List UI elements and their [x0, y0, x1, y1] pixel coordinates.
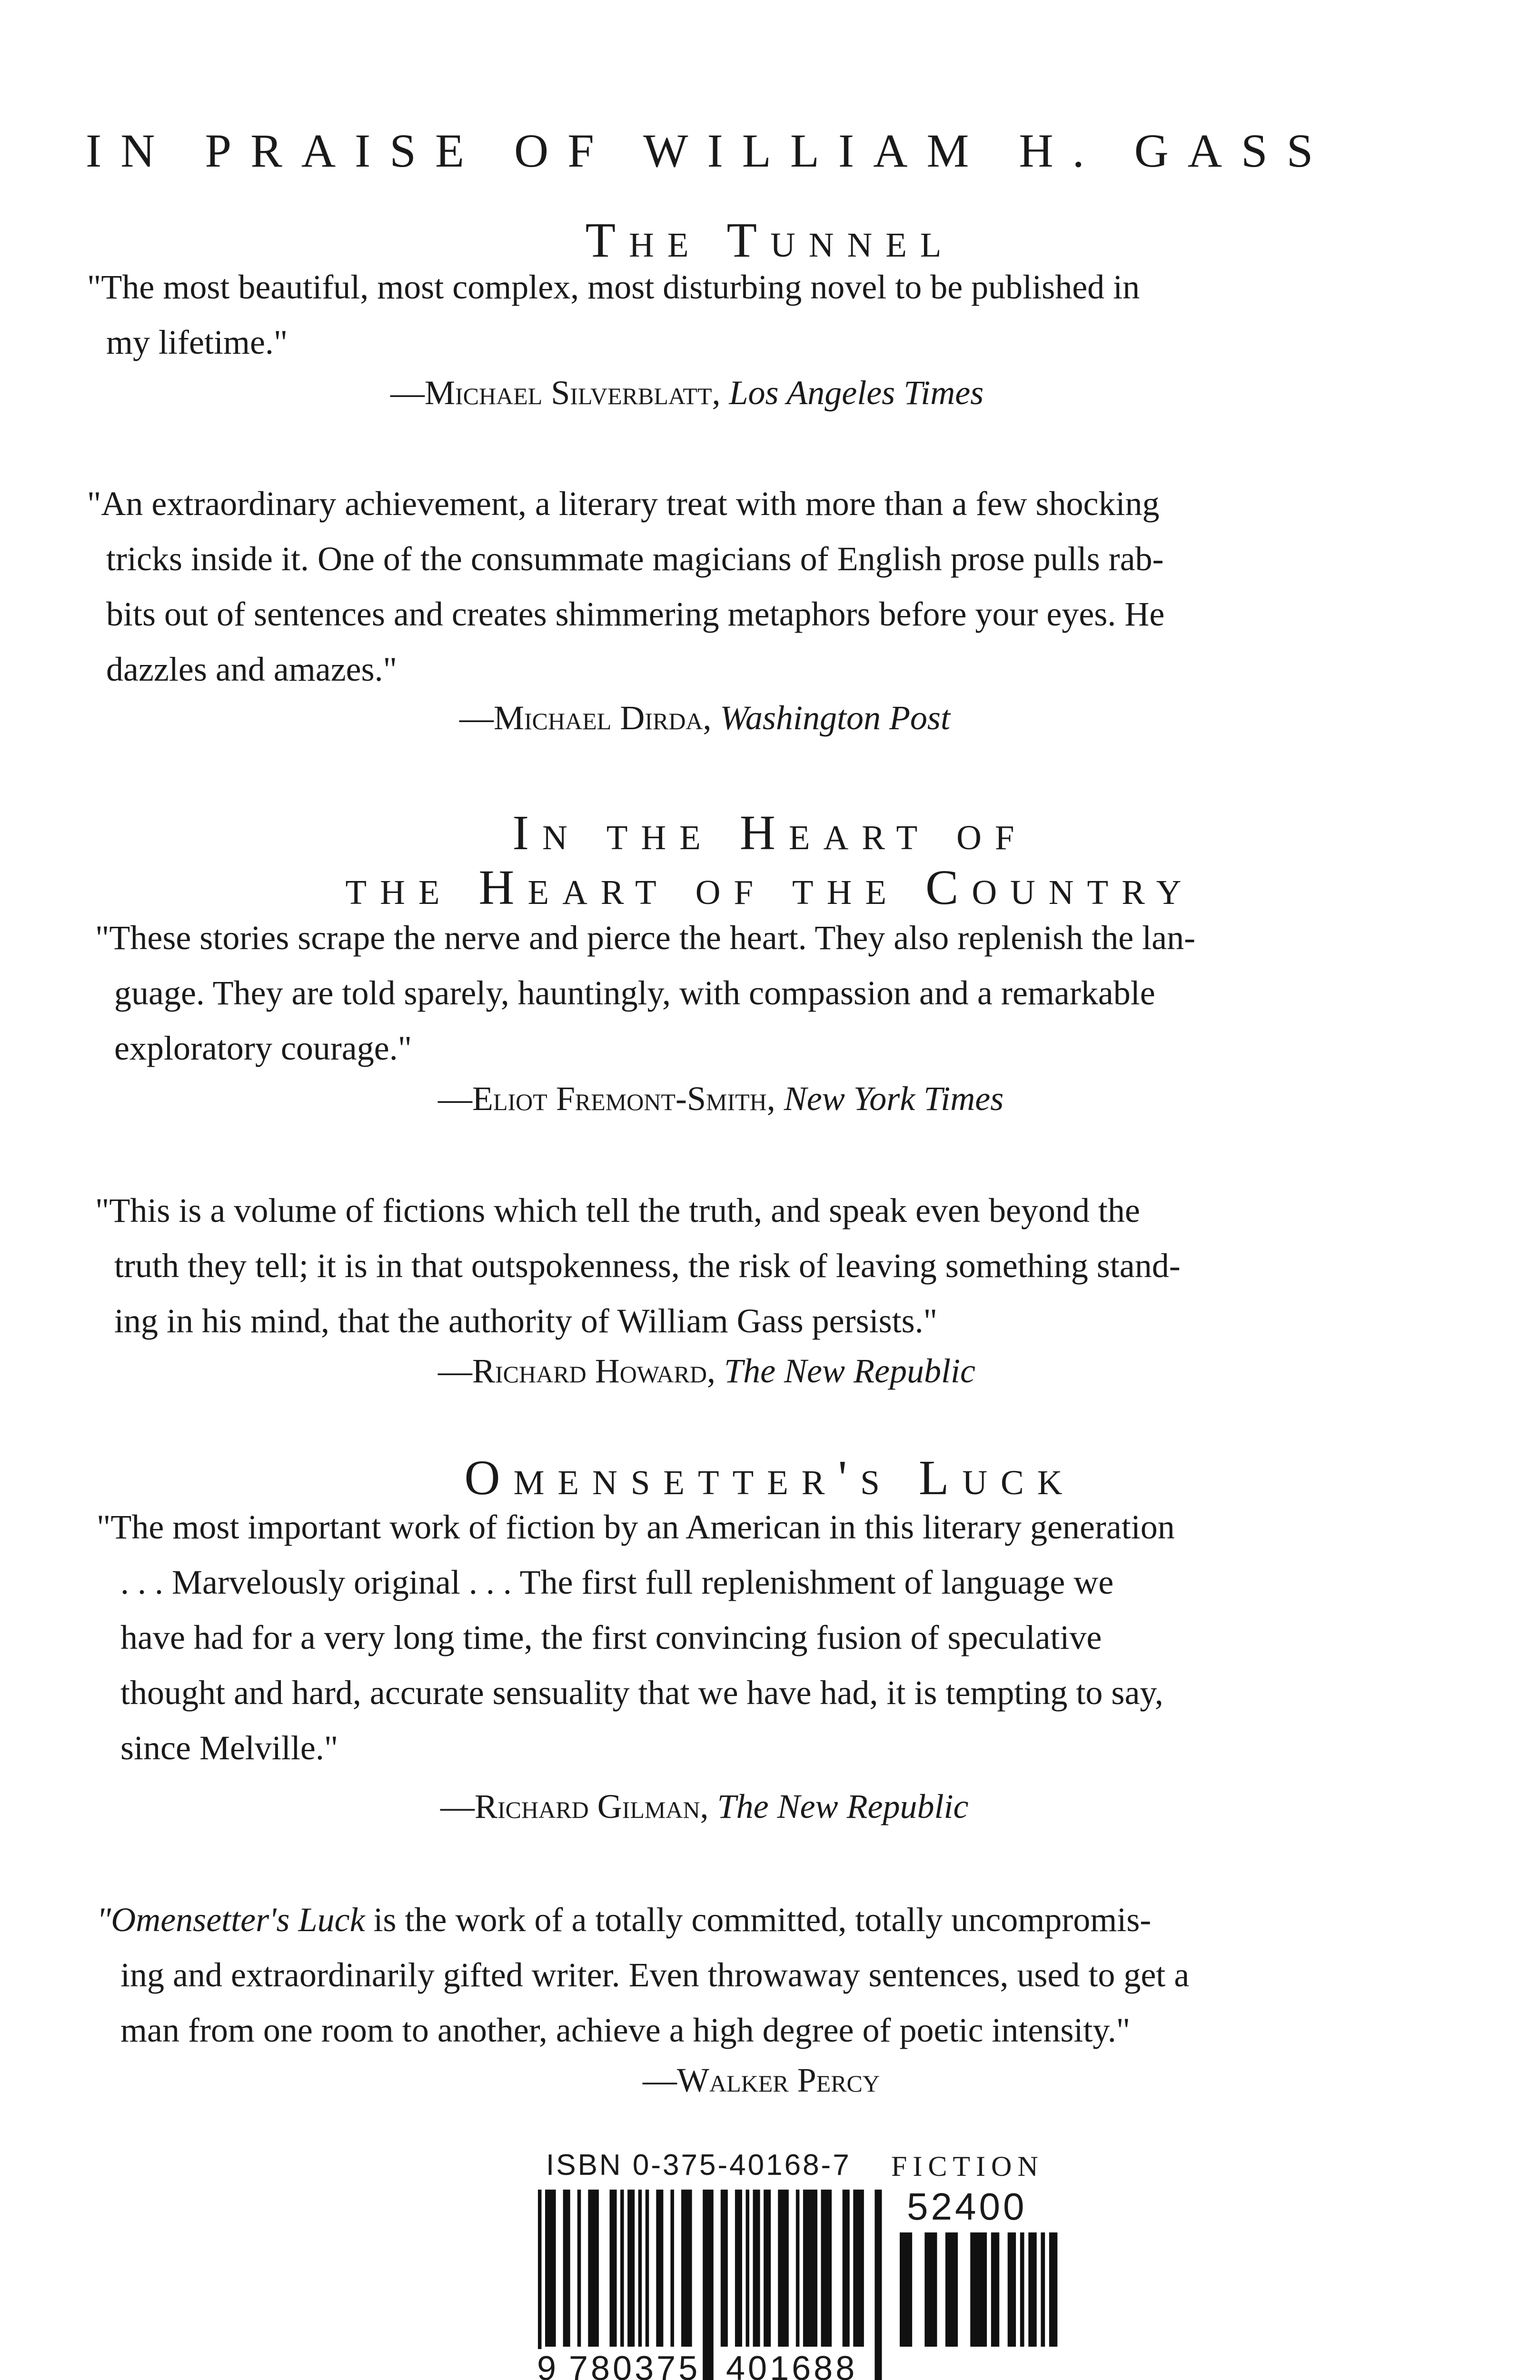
barcode-bar — [646, 2190, 649, 2347]
quote-line: "These stories scrape the nerve and pierce the heart. They also replenish the lan- — [95, 919, 1196, 957]
barcode-bar — [991, 2232, 999, 2347]
barcode-bar — [588, 2190, 599, 2347]
price-barcode — [900, 2232, 1062, 2380]
quote-line: "The most beautiful, most complex, most disturbing novel to be published in — [87, 268, 1140, 306]
barcode-bar — [945, 2232, 958, 2347]
attribution-author: —Eliot Fremont-Smith, — [438, 1080, 775, 1118]
section-title-heart-line-1: In the Heart of — [512, 805, 1028, 860]
quote-line: "This is a volume of fictions which tell the truth, and speak even beyond the — [95, 1191, 1140, 1230]
section-title-the-tunnel: The Tunnel — [585, 213, 955, 268]
quote-fremont-smith — [95, 910, 1433, 1076]
barcode-bar — [796, 2190, 800, 2347]
page-title: IN PRAISE OF WILLIAM H. GASS — [86, 124, 1332, 177]
quote-lead-title: "Omensetter's Luck — [97, 1901, 365, 1939]
barcode-bar — [843, 2190, 850, 2347]
quote-line: exploratory courage." — [114, 1029, 412, 1067]
quote-line: ing and extraordinarily gifted writer. Even throwaway sentences, used to get a — [120, 1956, 1190, 1994]
barcode-bar — [764, 2190, 771, 2347]
attribution-dirda — [459, 694, 950, 742]
barcode-bar — [620, 2190, 624, 2347]
barcode-bar — [627, 2190, 635, 2347]
quote-gilman — [97, 1499, 1434, 1775]
barcode-bar — [745, 2190, 749, 2347]
barcode-bar — [721, 2190, 728, 2347]
quote-line: thought and hard, accurate sensuality that we have had, it is tempting to say, — [120, 1674, 1163, 1712]
barcode-bar — [1020, 2232, 1024, 2347]
quote-line: . . . Marvelously original . . . The first full replenishment of language we — [120, 1563, 1114, 1601]
barcode-bar — [703, 2190, 714, 2380]
barcode-bar — [853, 2190, 864, 2347]
quote-dirda — [87, 476, 1425, 697]
section-title-heart-line-2: the Heart of the Country — [345, 860, 1195, 915]
barcode-bar — [681, 2190, 692, 2347]
quote-howard — [95, 1183, 1433, 1349]
barcode-bar — [803, 2190, 817, 2347]
quote-line — [97, 1892, 1434, 1947]
barcode-bar — [753, 2190, 760, 2347]
section-title-omensetters-luck: Omensetter's Luck — [464, 1450, 1076, 1505]
quote-line: tricks inside it. One of the consummate magicians of English prose pulls rab- — [106, 540, 1164, 578]
barcode-bar — [821, 2190, 832, 2347]
quote-line: ing in his mind, that the authority of William Gass persists." — [114, 1302, 938, 1340]
barcode-bar — [874, 2190, 882, 2380]
barcode-bar — [670, 2190, 674, 2347]
quote-line: man from one room to another, achieve a high degree of poetic intensity." — [120, 2011, 1131, 2049]
attribution-publication: Los Angeles Times — [729, 374, 984, 412]
attribution-gilman — [440, 1783, 968, 1830]
attribution-percy — [643, 2056, 880, 2104]
quote-silverblatt — [87, 259, 1425, 370]
quote-line: truth they tell; it is in that outspokenness, the risk of leaving something stand- — [114, 1247, 1181, 1285]
barcode-bar — [924, 2232, 937, 2347]
quote-line: since Melville." — [120, 1729, 338, 1767]
isbn-label: ISBN 0-375-40168-7 — [546, 2149, 851, 2182]
quote-line: my lifetime." — [106, 323, 288, 361]
attribution-publication: The New Republic — [717, 1787, 969, 1825]
ean-lead-digit: 9 — [537, 2349, 559, 2380]
attribution-publication: New York Times — [784, 1080, 1004, 1118]
barcode-bar — [1049, 2232, 1057, 2347]
attribution-fremont-smith — [438, 1075, 1003, 1122]
attribution-publication: The New Republic — [724, 1352, 975, 1390]
quote-line: guage. They are told sparely, hauntingly, with compassion and a remarkable — [114, 974, 1155, 1012]
barcode-bar — [1041, 2232, 1045, 2347]
barcode-bar — [610, 2190, 617, 2347]
attribution-howard — [438, 1347, 975, 1395]
barcode-bar — [1028, 2232, 1036, 2347]
attribution-author: —Richard Howard, — [438, 1352, 716, 1390]
price-code: 52400 — [907, 2185, 1027, 2228]
attribution-publication: Washington Post — [720, 699, 950, 737]
quote-line: have had for a very long time, the first convincing fusion of speculative — [120, 1618, 1102, 1656]
barcode-bar — [778, 2190, 789, 2347]
barcode-bar — [577, 2190, 581, 2347]
barcode-bar — [638, 2190, 642, 2347]
barcode-bar — [545, 2190, 556, 2347]
quote-line: dazzles and amazes." — [106, 650, 397, 688]
barcode-bar — [1008, 2232, 1016, 2347]
attribution-author: —Michael Silverblatt, — [390, 374, 721, 412]
barcode-bar — [900, 2232, 912, 2347]
category-label: FICTION — [891, 2151, 1044, 2182]
quote-line-rest: is the work of a totally committed, totally uncompromis- — [365, 1901, 1152, 1939]
barcode-bar — [970, 2232, 987, 2347]
quote-line: "The most important work of fiction by an American in this literary generation — [97, 1508, 1175, 1546]
attribution-author: —Walker Percy — [643, 2061, 880, 2099]
quote-percy — [97, 1892, 1434, 2058]
quote-line: bits out of sentences and creates shimmering metaphors before your eyes. He — [106, 595, 1165, 633]
attribution-silverblatt — [390, 369, 984, 416]
quote-line: "An extraordinary achievement, a literary treat with more than a few shocking — [87, 485, 1160, 523]
barcode-bar — [735, 2190, 742, 2347]
attribution-author: —Richard Gilman, — [440, 1787, 709, 1825]
ean-right-digits: 401688 — [726, 2349, 857, 2380]
ean-left-digits: 780375 — [569, 2349, 700, 2380]
barcode-bar — [656, 2190, 663, 2347]
barcode-bar — [563, 2190, 570, 2347]
attribution-author: —Michael Dirda, — [459, 699, 712, 737]
